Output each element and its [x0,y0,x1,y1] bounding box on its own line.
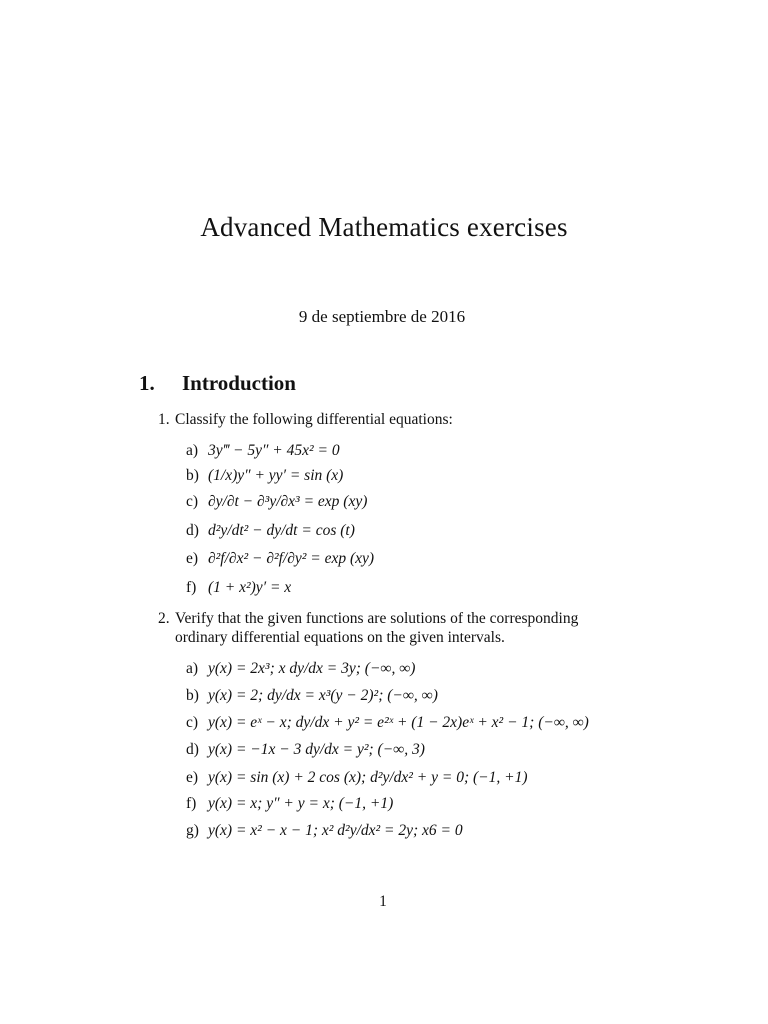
item-marker: b) [186,687,199,704]
equation: (1 + x²)y′ = x [208,579,292,596]
equation: 3y‴ − 5y″ + 45x² = 0 [208,442,340,459]
item-marker: b) [186,467,199,484]
page-number: 1 [379,893,387,910]
item-marker: c) [186,714,199,731]
equation: y(x) = 2x³; x dy/dx = 3y; (−∞, ∞) [208,660,416,677]
equation: y(x) = 2; dy/dx = x³(y − 2)²; (−∞, ∞) [208,687,438,704]
item-marker: d) [186,741,199,758]
section-heading [139,371,296,396]
equation: y(x) = eˣ − x; dy/dx + y² = e²ˣ + (1 − 2x)eˣ + x² − 1; (−∞, ∞) [208,714,589,731]
equation-item [186,550,374,568]
section-number: 1. [139,371,155,395]
exercise-marker: 2. [158,610,170,627]
equation: d²y/dt² − dy/dt = cos (t) [208,522,355,539]
item-marker: e) [186,769,199,786]
item-marker: g) [186,822,199,839]
equation: y(x) = sin (x) + 2 cos (x); d²y/dx² + y = 0; (−1, +1) [208,769,528,786]
equation: (1/x)y″ + yy′ = sin (x) [208,467,344,484]
equation-item [186,822,463,840]
section-title: Introduction [182,371,296,395]
equation: ∂y/∂t − ∂³y/∂x³ = exp (xy) [208,493,368,510]
equation-item [186,741,425,759]
equation-item [186,579,291,597]
equation: y(x) = x; y″ + y = x; (−1, +1) [208,795,394,812]
equation-item [186,769,528,787]
equation-item [186,493,367,511]
item-marker: a) [186,442,199,459]
document-title: Advanced Mathematics exercises [200,212,568,242]
equation: y(x) = −1x − 3 dy/dx = y²; (−∞, 3) [208,741,425,758]
equation-item [186,660,415,678]
item-marker: f) [186,795,197,812]
exercise-text: Classify the following differential equations: [175,411,453,428]
equation-item [186,442,340,460]
item-marker: d) [186,522,199,539]
equation-item [186,522,355,540]
equation: ∂²f/∂x² − ∂²f/∂y² = exp (xy) [208,550,375,567]
item-marker: e) [186,550,199,567]
equation-item [186,714,589,732]
equation: y(x) = x² − x − 1; x² d²y/dx² = 2y; x6 = 0 [208,822,463,839]
document-date: 9 de septiembre de 2016 [298,307,466,326]
exercise-marker: 1. [158,411,170,428]
equation-item [186,467,343,485]
equation-item [186,687,438,705]
equation-item [186,795,393,813]
exercise-text: Verify that the given functions are solutions of the corresponding ordinary differential equations on the given intervals. [175,610,579,646]
item-marker: c) [186,493,199,510]
item-marker: a) [186,660,199,677]
item-marker: f) [186,579,197,596]
